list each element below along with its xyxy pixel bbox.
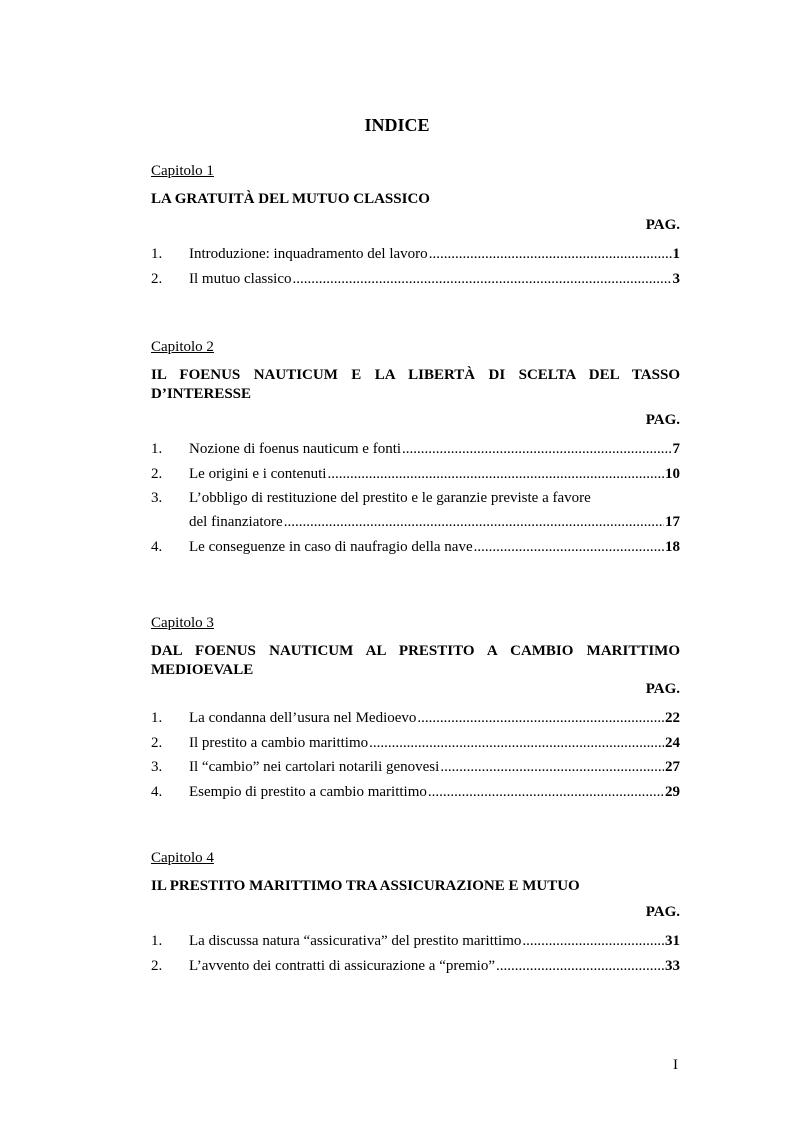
toc-entry[interactable] <box>151 957 680 975</box>
entry-text: L’avvento dei contratti di assicurazione a “premio” <box>189 957 495 974</box>
entry-number: 2. <box>151 957 163 974</box>
entry-number: 1. <box>151 246 163 262</box>
entry-page: 33 <box>665 957 680 974</box>
dot-leader <box>522 932 664 950</box>
entry-page: 1 <box>672 246 680 262</box>
entry-text-continued: del finanziatore <box>189 514 283 530</box>
chapter-label: Capitolo 1 <box>151 163 214 179</box>
entry-number: 2. <box>151 270 163 287</box>
chapter-title: LA GRATUITÀ DEL MUTUO CLASSICO <box>151 191 430 207</box>
toc-entry[interactable] <box>151 709 680 727</box>
chapter-label: Capitolo 4 <box>151 850 214 866</box>
entry-text: Le origini e i contenuti <box>189 465 327 482</box>
entry-page: 31 <box>665 933 680 949</box>
pag-label: PAG. <box>645 904 680 920</box>
entry-number: 1. <box>151 933 163 949</box>
entry-text: Nozione di foenus nauticum e fonti <box>189 441 402 457</box>
entry-text: Esempio di prestito a cambio marittimo <box>189 783 427 800</box>
entry-number: 2. <box>151 465 163 482</box>
entry-text: Le conseguenze in caso di naufragio della nave <box>189 538 473 555</box>
chapter-title: DAL FOENUS NAUTICUM AL PRESTITO A CAMBIO MARITTIMO MEDIOEVALE <box>151 643 680 678</box>
entry-text: La condanna dell’usura nel Medioevo <box>189 710 417 726</box>
entry-number: 1. <box>151 441 163 457</box>
entry-text: Il prestito a cambio marittimo <box>189 734 369 751</box>
dot-leader <box>327 465 664 483</box>
toc-entries <box>151 709 680 801</box>
entry-page: 27 <box>665 759 680 775</box>
dot-leader <box>284 513 664 531</box>
entry-text: La discussa natura “assicurativa” del prestito marittimo <box>189 933 522 949</box>
entry-number: 3. <box>151 490 163 506</box>
dot-leader <box>474 538 664 556</box>
entry-page: 10 <box>665 465 680 482</box>
chapter-label: Capitolo 3 <box>151 615 214 631</box>
toc-entry[interactable] <box>151 245 680 263</box>
toc-entries <box>151 245 680 288</box>
entry-page: 17 <box>665 514 680 530</box>
entry-number: 2. <box>151 734 163 751</box>
entry-number: 3. <box>151 759 163 775</box>
chapter-title: IL FOENUS NAUTICUM E LA LIBERTÀ DI SCELTA DEL TASSO D’INTERESSE <box>151 367 680 402</box>
toc-entry[interactable] <box>151 538 680 556</box>
entry-page: 29 <box>665 783 680 800</box>
entry-page: 7 <box>672 441 680 457</box>
chapter-1 <box>151 162 680 294</box>
toc-entry[interactable] <box>151 734 680 752</box>
pag-label: PAG. <box>645 217 680 233</box>
page-title: INDICE <box>364 115 430 135</box>
toc-entry[interactable] <box>151 783 680 801</box>
dot-leader <box>429 245 672 263</box>
toc-entry[interactable] <box>151 440 680 458</box>
entry-page: 3 <box>672 270 680 287</box>
chapter-2 <box>151 338 680 562</box>
toc-entry[interactable] <box>151 758 680 776</box>
toc-entry[interactable] <box>151 465 680 483</box>
entry-text: Introduzione: inquadramento del lavoro <box>189 246 428 262</box>
pag-label: PAG. <box>645 412 680 428</box>
dot-leader <box>428 783 664 801</box>
dot-leader <box>292 270 671 288</box>
toc-entries <box>151 440 680 556</box>
dot-leader <box>496 957 664 975</box>
entry-page: 22 <box>665 710 680 726</box>
toc-entry[interactable] <box>151 489 680 531</box>
toc-entry[interactable] <box>151 932 680 950</box>
chapter-4 <box>151 849 680 981</box>
entry-number: 4. <box>151 538 163 555</box>
pag-label: PAG. <box>645 681 680 697</box>
chapter-title: IL PRESTITO MARITTIMO TRA ASSICURAZIONE E MUTUO <box>151 878 580 894</box>
page-number: I <box>673 1057 678 1073</box>
dot-leader <box>417 709 664 727</box>
entry-number: 4. <box>151 783 163 800</box>
toc-entries <box>151 932 680 975</box>
entry-number: 1. <box>151 710 163 726</box>
chapter-label: Capitolo 2 <box>151 339 214 355</box>
entry-text: L’obbligo di restituzione del prestito e le garanzie previste a favore <box>189 490 591 506</box>
toc-entry[interactable] <box>151 270 680 288</box>
entry-text: Il “cambio” nei cartolari notarili genovesi <box>189 759 440 775</box>
chapter-3 <box>151 614 680 807</box>
entry-page: 18 <box>665 538 680 555</box>
dot-leader <box>440 758 664 776</box>
dot-leader <box>402 440 671 458</box>
entry-text: Il mutuo classico <box>189 270 292 287</box>
dot-leader <box>369 734 664 752</box>
entry-page: 24 <box>665 734 680 751</box>
